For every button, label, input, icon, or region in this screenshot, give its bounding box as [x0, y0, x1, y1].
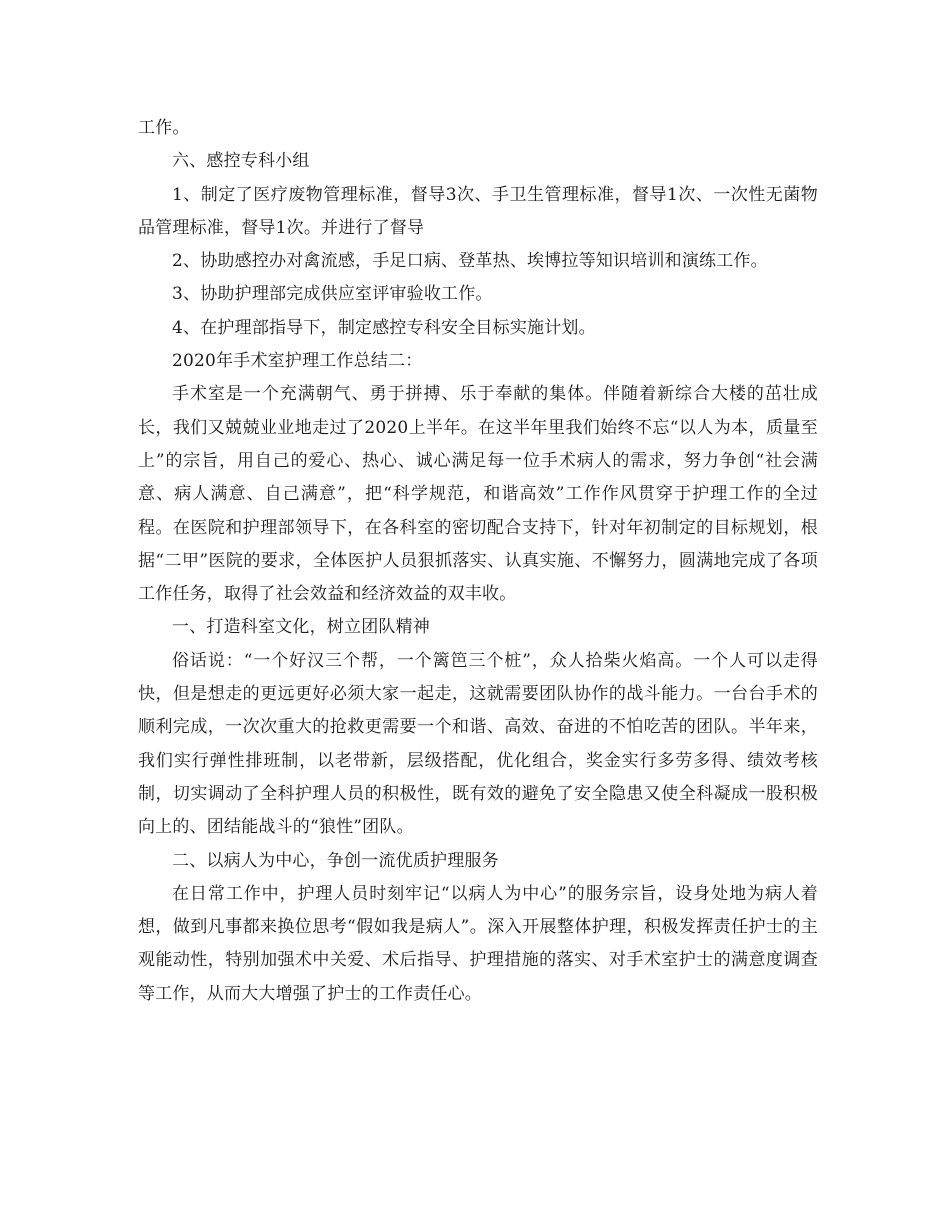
section-heading: 二、以病人为中心，争创一流优质护理服务: [172, 850, 499, 871]
list-item: 4、在护理部指导下，制定感控专科安全目标实施计划。: [172, 317, 596, 338]
paragraph: 手术室是一个充满朝气、勇于拼搏、乐于奉献的集体。伴随着新综合大楼的茁壮成长，我们又兢兢业业地走过了2020上半年。在这半年里我们始终不忘“以人为本，质量至上”的宗旨，用自己的爱心、热心、诚心满足每一位手术病人的需求，努力争创“社会满意、病人满意、自己满意”，把“科学规范，和谐高效”工作作风贯穿于护理工作的全过程。在医院和护理部领导下，在各科室的密切配合支持下，针对年初制定的目标规划，根据“二甲”医院的要求，全体医护人员狠抓落实、认真实施、不懈努力，圆满地完成了各项工作任务，取得了社会效益和经济效益的双丰收。: [138, 384, 818, 605]
list-item: 2、协助感控办对禽流感，手足口病、登革热、埃博拉等知识培训和演练工作。: [172, 251, 768, 272]
list-item: 1、制定了医疗废物管理标准，督导3次、手卫生管理标准，督导1次、一次性无菌物品管理标准，督导1次。并进行了督导: [138, 184, 818, 238]
section-heading: 六、感控专科小组: [172, 151, 310, 172]
paragraph: 工作。: [138, 118, 190, 138]
section-heading: 一、打造科室文化，树立团队精神: [172, 617, 430, 638]
paragraph: 俗话说：“一个好汉三个帮，一个篱笆三个桩”，众人拾柴火焰高。一个人可以走得快，但是想走的更远更好必须大家一起走，这就需要团队协作的战斗能力。一台台手术的顺利完成，一次次重大的抢救更需要一个和谐、高效、奋进的不怕吃苦的团队。半年来，我们实行弹性排班制，以老带新，层级搭配，优化组合，奖金实行多劳多得、绩效考核制，切实调动了全科护理人员的积极性，既有效的避免了安全隐患又使全科凝成一股积极向上的、团结能战斗的“狼性”团队。: [138, 650, 818, 838]
paragraph: 在日常工作中，护理人员时刻牢记“以病人为中心”的服务宗旨，设身处地为病人着想，做到凡事都来换位思考“假如我是病人”。深入开展整体护理，积极发挥责任护士的主观能动性，特别加强术中关爱、术后指导、护理措施的落实、对手术室护士的满意度调查等工作，从而大大增强了护士的工作责任心。: [138, 883, 818, 1004]
subtitle: 2020年手术室护理工作总结二：: [172, 351, 423, 372]
document-body: [138, 112, 818, 1011]
list-item: 3、协助护理部完成供应室评审验收工作。: [172, 284, 493, 305]
